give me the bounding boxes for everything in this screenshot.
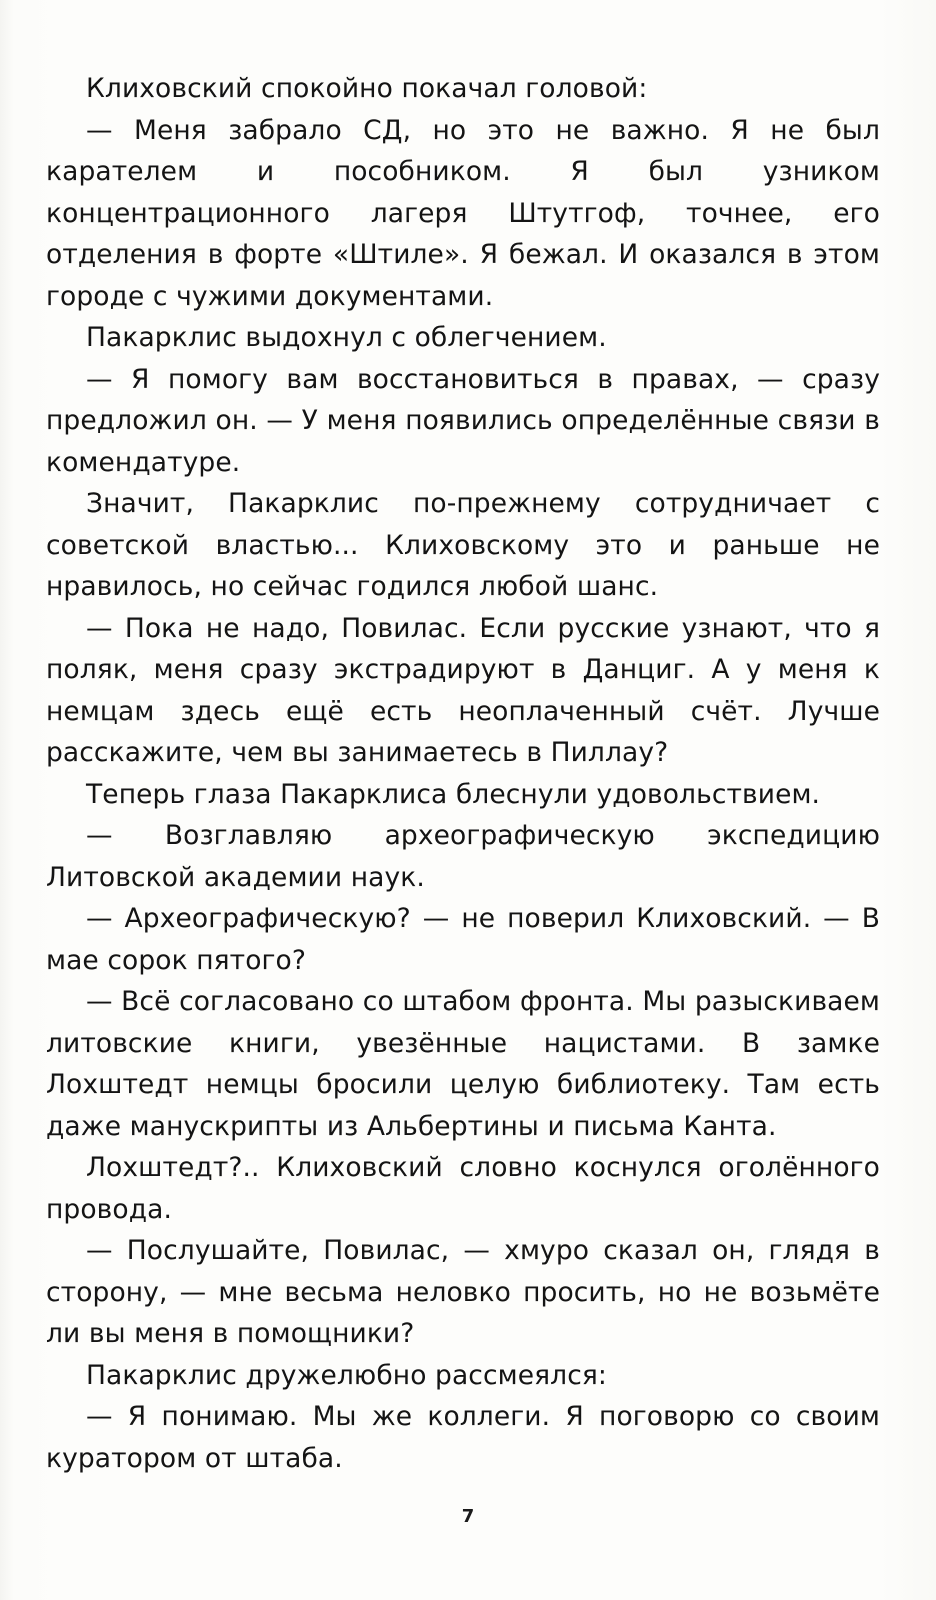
paragraph-14: — Я понимаю. Мы же коллеги. Я поговорю со своим куратором от штаба. xyxy=(46,1401,880,1474)
paragraph-1: Клиховский спокойно покачал головой: xyxy=(86,73,648,104)
paragraph-2: — Меня забрало СД, но это не важно. Я не был карателем и пособником. Я был узником концентрационного лагеря Штутгоф, точнее, его отделения в форте «Штиле». Я бежал. И оказался в этом городе с чужими документами. xyxy=(46,114,880,312)
paragraph-13: Пакарклис дружелюбно рассмеялся: xyxy=(86,1359,607,1391)
paragraph-3: Пакарклис выдохнул с облегчением. xyxy=(86,322,607,353)
page-number: 7 xyxy=(461,1506,475,1527)
paragraph-10: — Всё согласовано со штабом фронта. Мы разыскиваем литовские книги, увезённые нацистами. В замке Лохштедт немцы бросили целую библиотеку. Там есть даже манускрипты из Альбертины и письма Канта. xyxy=(46,986,880,1142)
paragraph-9: — Археографическую? — не поверил Клиховский. — В мае сорок пятого? xyxy=(46,903,880,976)
paragraph-4: — Я помогу вам восстановиться в правах, — сразу предложил он. — У меня появились определённые связи в комендатуре. xyxy=(46,363,880,478)
paragraph-8: — Возглавляю археографическую экспедицию Литовской академии наук. xyxy=(46,820,880,893)
paragraph-5: Значит, Пакарклис по-прежнему сотрудничает с советской властью... Клиховскому это и раньше не нравилось, но сейчас годился любой шанс. xyxy=(46,488,880,602)
text-block xyxy=(46,68,880,1479)
paragraph-11: Лохштедт?.. Клиховский словно коснулся оголённого провода. xyxy=(46,1152,880,1225)
paragraph-12: — Послушайте, Повилас, — хмуро сказал он, глядя в сторону, — мне весьма неловко просить, но не возьмёте ли вы меня в помощники? xyxy=(46,1235,880,1349)
paragraph-6: — Пока не надо, Повилас. Если русские узнают, что я поляк, меня сразу экстрадируют в Данциг. А у меня к немцам здесь ещё есть неоплаченный счёт. Лучше расскажите, чем вы занимаетесь в Пиллау? xyxy=(46,612,880,768)
paragraph-7: Теперь глаза Пакарклиса блеснули удовольствием. xyxy=(86,778,821,810)
